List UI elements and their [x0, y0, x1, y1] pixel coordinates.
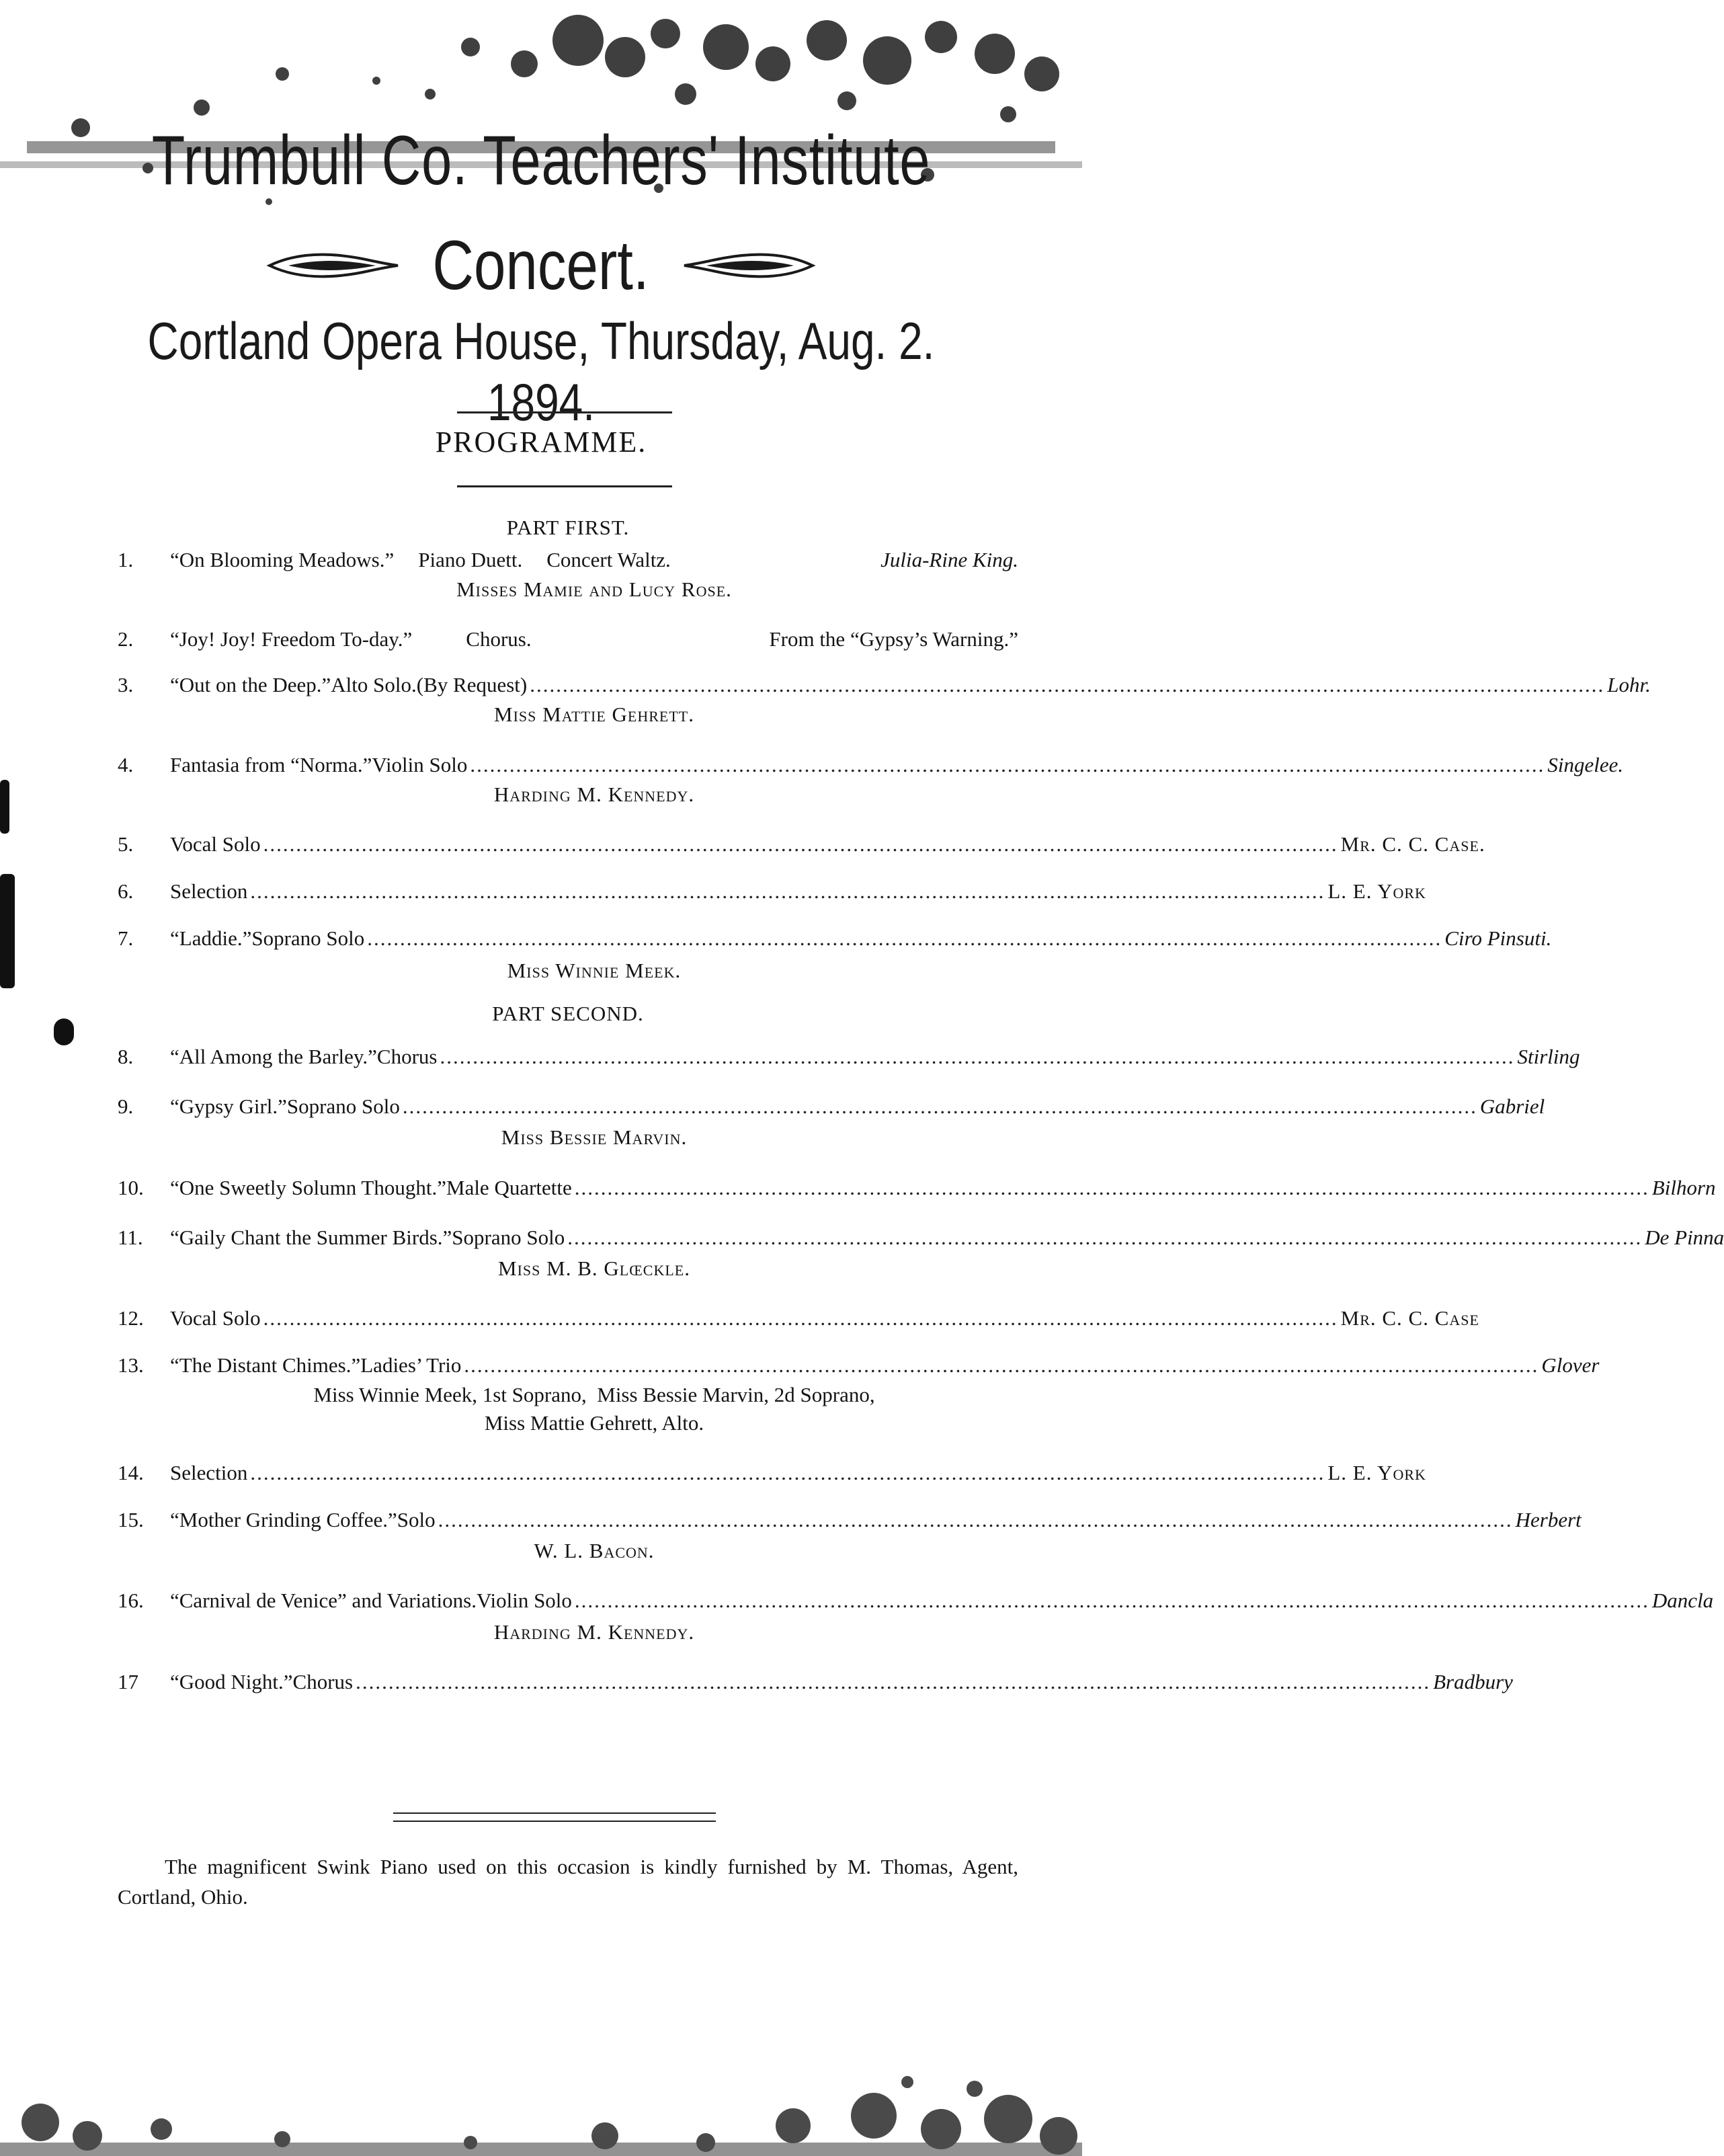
dot-leader: ....................................................................................................................................................................: [464, 1353, 1539, 1377]
dot-leader: ....................................................................................................................................................................: [263, 1306, 1338, 1330]
dot-leader: ....................................................................................................................................................................: [250, 879, 1325, 903]
item-composer: Bradbury: [1433, 1669, 1513, 1693]
item-type: Chorus: [292, 1669, 354, 1693]
item-composer: Julia-Rine King.: [880, 548, 1018, 572]
item-title: “Laddie.”: [170, 926, 252, 950]
item-number: 17: [118, 1669, 138, 1693]
item-type: Violin Solo: [372, 752, 468, 776]
item-number: 11.: [118, 1225, 143, 1249]
item-type: Violin Solo: [476, 1589, 572, 1613]
trio-performers-line: Miss Mattie Gehrett, Alto.: [484, 1411, 704, 1435]
programme-item: [118, 1175, 1716, 1199]
item-title: “Mother Grinding Coffee.”: [170, 1508, 397, 1532]
dot-leader: ....................................................................................................................................................................: [530, 673, 1605, 697]
item-type: Chorus: [376, 1045, 438, 1069]
venue-date-line: Cortland Opera House, Thursday, Aug. 2. 1894.: [147, 311, 935, 432]
programme-item: [118, 1589, 1714, 1613]
item-number: 5.: [118, 832, 134, 856]
programme-item: [118, 832, 1485, 856]
item-performer: Miss Mattie Gehrett.: [494, 703, 694, 727]
dot-leader: ....................................................................................................................................................................: [574, 1175, 1649, 1199]
item-performer: Harding M. Kennedy.: [493, 1620, 695, 1644]
concert-title: Concert.: [432, 226, 650, 305]
left-ornament-icon: [268, 245, 399, 286]
item-performer-right: Mr. C. C. Case.: [1340, 832, 1485, 856]
page-title: Trumbull Co. Teachers' Institute: [151, 122, 931, 200]
dot-leader: ....................................................................................................................................................................: [574, 1589, 1649, 1613]
item-type: Ladies’ Trio: [360, 1353, 462, 1377]
item-type: Solo: [397, 1508, 436, 1532]
item-number: 15.: [118, 1508, 144, 1532]
item-composer: Singelee.: [1547, 752, 1624, 776]
item-type: Chorus.: [466, 627, 532, 651]
item-number: 1.: [118, 548, 134, 572]
item-type: Male Quartette: [446, 1175, 572, 1199]
programme-item: [118, 1225, 1724, 1249]
programme-rule-top: [457, 411, 672, 413]
binding-mark: [0, 780, 9, 834]
dot-leader: ....................................................................................................................................................................: [402, 1094, 1477, 1119]
item-performer: Miss Winnie Meek.: [507, 959, 682, 983]
item-title: “The Distant Chimes.”: [170, 1353, 361, 1377]
item-number: 6.: [118, 879, 134, 903]
dot-leader: ....................................................................................................................................................................: [356, 1669, 1431, 1693]
item-composer: Herbert: [1515, 1508, 1582, 1532]
item-title: “One Sweetly Solumn Thought.”: [170, 1175, 446, 1199]
item-title: “Carnival de Venice” and Variations.: [170, 1589, 477, 1613]
binding-mark: [0, 874, 15, 988]
item-title: “Good Night.”: [170, 1669, 293, 1693]
programme-item: [118, 549, 1018, 571]
programme-item: [118, 1306, 1479, 1330]
item-title: Selection: [170, 879, 248, 903]
dot-leader: ....................................................................................................................................................................: [440, 1045, 1515, 1069]
item-source: From the “Gypsy’s Warning.”: [769, 627, 1018, 651]
programme-item: [118, 628, 1018, 651]
item-number: 3.: [118, 673, 134, 697]
programme-item: [118, 673, 1651, 697]
programme-rule-bottom: [457, 485, 672, 487]
item-number: 10.: [118, 1175, 144, 1199]
item-performer: Miss M. B. Glœckle.: [498, 1256, 690, 1280]
item-title: “Gaily Chant the Summer Birds.”: [170, 1225, 452, 1249]
right-ornament-icon: [683, 245, 814, 286]
programme-body: [118, 511, 1724, 1693]
item-title: Fantasia from “Norma.”: [170, 752, 372, 776]
dot-leader: ....................................................................................................................................................................: [263, 832, 1338, 856]
programme-heading: PROGRAMME.: [435, 426, 647, 458]
item-number: 14.: [118, 1461, 144, 1485]
item-number: 16.: [118, 1589, 144, 1613]
item-number: 12.: [118, 1306, 144, 1330]
dot-leader: ....................................................................................................................................................................: [438, 1508, 1513, 1532]
item-type: Soprano Solo: [286, 1094, 400, 1119]
item-performer-right: L. E. York: [1327, 879, 1426, 903]
item-composer: Lohr.: [1607, 673, 1651, 697]
programme-item: [118, 1669, 1513, 1693]
item-number: 9.: [118, 1094, 134, 1119]
item-composer: Glover: [1541, 1353, 1600, 1377]
dot-leader: ....................................................................................................................................................................: [567, 1225, 1643, 1249]
footnote-text: The magnificent Swink Piano used on this occasion is kindly furnished by M. Thomas, Agent, Cortland, Ohio.: [118, 1855, 1018, 1909]
item-composer: Gabriel: [1479, 1094, 1545, 1119]
item-title: Selection: [170, 1461, 248, 1485]
item-title: Vocal Solo: [170, 1306, 261, 1330]
item-composer: Bilhorn: [1651, 1175, 1716, 1199]
part-first-heading: PART FIRST.: [506, 516, 630, 539]
item-performer: Harding M. Kennedy.: [493, 782, 695, 806]
item-title: “Gypsy Girl.”: [170, 1094, 287, 1119]
programme-item: [118, 752, 1624, 776]
item-number: 13.: [118, 1353, 144, 1377]
item-performer-right: Mr. C. C. Case: [1340, 1306, 1479, 1330]
item-composer: Ciro Pinsuti.: [1444, 926, 1552, 950]
item-title: “Out on the Deep.”: [170, 673, 331, 697]
item-title: Vocal Solo: [170, 832, 261, 856]
item-title: “All Among the Barley.”: [170, 1045, 377, 1069]
item-title: “On Blooming Meadows.”: [170, 548, 395, 572]
item-note: Concert Waltz.: [546, 548, 671, 572]
dot-leader: ....................................................................................................................................................................: [470, 752, 1545, 776]
item-note: (By Request): [416, 673, 528, 697]
item-number: 8.: [118, 1045, 134, 1069]
programme-item: [118, 1353, 1600, 1377]
item-type: Soprano Solo: [452, 1225, 565, 1249]
trio-performers-line: Miss Winnie Meek, 1st Soprano, Miss Bessie Marvin, 2d Soprano,: [313, 1382, 875, 1406]
item-performer: Miss Bessie Marvin.: [501, 1125, 688, 1150]
programme-item: [118, 1508, 1582, 1532]
item-type: Soprano Solo: [251, 926, 365, 950]
programme-item: [118, 926, 1552, 950]
programme-item: [118, 879, 1426, 903]
item-composer: Stirling: [1517, 1045, 1580, 1069]
programme-item: [118, 1045, 1580, 1069]
item-number: 2.: [118, 627, 134, 651]
item-performer: W. L. Bacon.: [534, 1539, 655, 1563]
binding-mark: [54, 1019, 74, 1045]
programme-item: [118, 1094, 1545, 1119]
item-composer: De Pinna: [1645, 1225, 1724, 1249]
item-performer: Misses Mamie and Lucy Rose.: [456, 577, 732, 602]
programme-item: [118, 1461, 1426, 1485]
item-number: 4.: [118, 752, 134, 776]
item-type: Piano Duett.: [418, 548, 523, 572]
item-type: Alto Solo.: [331, 673, 417, 697]
piano-credit-note: [118, 1852, 1018, 1913]
item-composer: Dancla: [1651, 1589, 1714, 1613]
closing-double-rule: [393, 1812, 716, 1822]
concert-title-row: [0, 225, 1082, 306]
part-second-heading: PART SECOND.: [492, 1002, 644, 1026]
dot-leader: ....................................................................................................................................................................: [367, 926, 1442, 950]
item-performer-right: L. E. York: [1327, 1461, 1426, 1485]
item-number: 7.: [118, 926, 134, 950]
dot-leader: ....................................................................................................................................................................: [250, 1461, 1325, 1485]
paper-stain-bottom: [0, 2042, 1082, 2156]
item-title: “Joy! Joy! Freedom To-day.”: [170, 627, 413, 651]
